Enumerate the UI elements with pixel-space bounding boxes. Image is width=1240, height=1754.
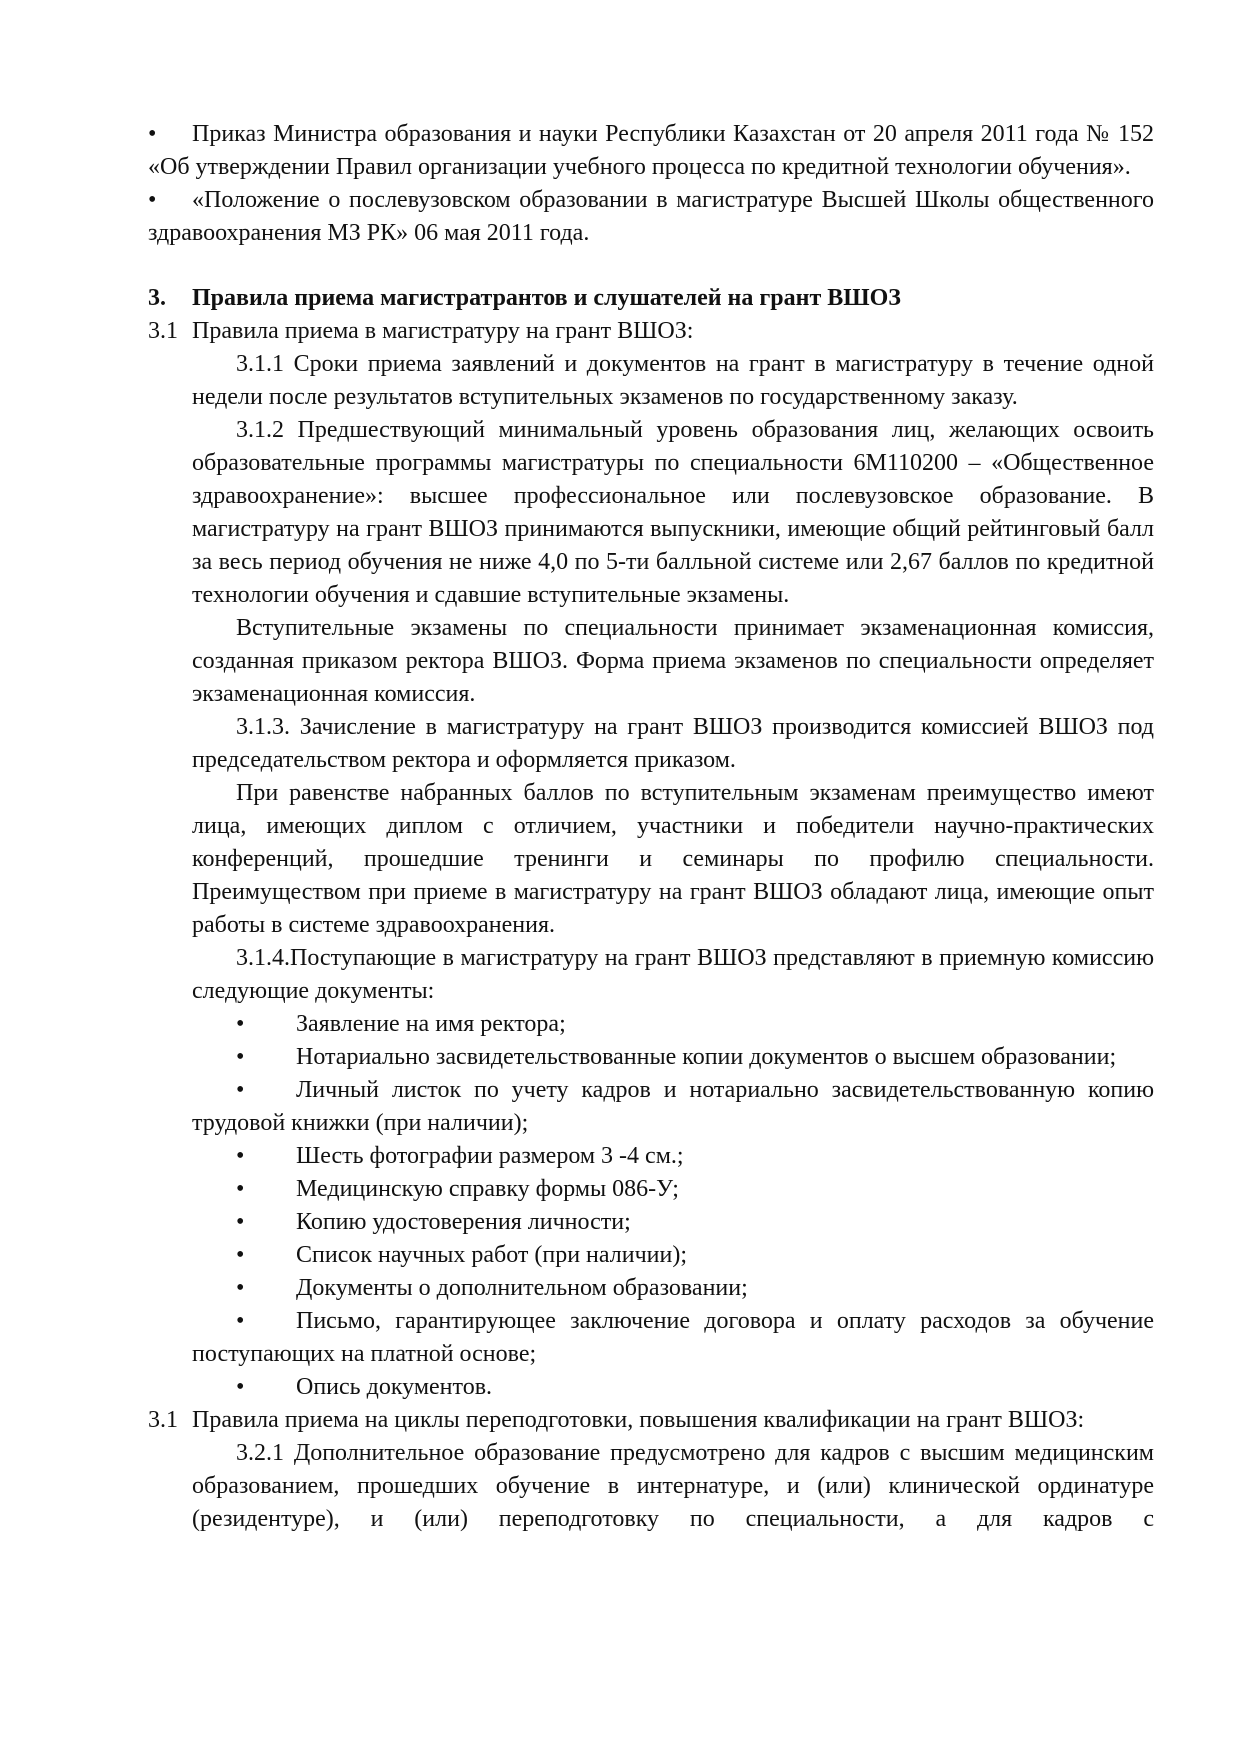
list-item-text: Шесть фотографии размером 3 -4 см.;	[296, 1143, 684, 1169]
bullet-marker: •	[236, 1209, 245, 1235]
bullet-marker: •	[236, 1143, 245, 1169]
bullet-marker: •	[236, 1308, 245, 1334]
list-item-text: Опись документов.	[296, 1374, 493, 1400]
subsection-number: 3.1	[148, 1407, 178, 1433]
bullet-marker: •	[148, 187, 157, 213]
section-heading	[148, 282, 1154, 315]
bullet-marker: •	[236, 1176, 245, 1202]
bullet-marker: •	[236, 1044, 245, 1070]
bullet-marker: •	[236, 1011, 245, 1037]
paragraph: Вступительные экзамены по специальности принимает экзаменационная комиссия, созданная приказом ректора ВШОЗ. Форма приема экзаменов по специальности определяет экзаменационная комиссия.	[192, 615, 1154, 707]
bullet-marker: •	[236, 1077, 245, 1103]
bullet-item	[148, 118, 1154, 184]
document-list-item	[192, 1305, 1154, 1371]
document-list-item	[192, 1041, 1154, 1074]
document-list-item	[192, 1008, 1154, 1041]
bullet-text: «Положение о послевузовском образовании в магистратуре Высшей Школы общественного здравоохранения МЗ РК» 06 мая 2011 года.	[148, 187, 1154, 246]
bullet-text: Приказ Министра образования и науки Республики Казахстан от 20 апреля 2011 года № 152 «Об утверждении Правил организации учебного процесса по кредитной технологии обучения».	[148, 121, 1154, 180]
subsection-body	[192, 348, 1154, 1404]
subsection-heading	[148, 1404, 1154, 1437]
subsection-heading	[148, 315, 1154, 348]
list-item-text: Копию удостоверения личности;	[296, 1209, 631, 1235]
document-list-item	[192, 1140, 1154, 1173]
list-item-text: Документы о дополнительном образовании;	[296, 1275, 748, 1301]
paragraph: 3.1.2 Предшествующий минимальный уровень образования лиц, желающих освоить образовательные программы магистратуры по специальности 6М110200 – «Общественное здравоохранение»: высшее профессиональное или послевузовское образование. В магистратуру на грант ВШОЗ принимаются выпускники, имеющие общий рейтинговый балл за весь период обучения не ниже 4,0 по 5-ти балльной системе или 2,67 баллов по кредитной технологии обучения и сдавшие вступительные экзамены.	[192, 417, 1154, 608]
list-item-text: Нотариально засвидетельствованные копии документов о высшем образовании;	[296, 1044, 1117, 1070]
subsection-number: 3.1	[148, 318, 178, 344]
document-list-item	[192, 1074, 1154, 1140]
paragraph: 3.1.4.Поступающие в магистратуру на грант ВШОЗ представляют в приемную комиссию следующие документы:	[192, 945, 1154, 1004]
list-item-text: Личный листок по учету кадров и нотариально засвидетельствованную копию трудовой книжки (при наличии);	[192, 1077, 1154, 1136]
subsection-title: Правила приема в магистратуру на грант ВШОЗ:	[192, 318, 694, 344]
list-item-text: Заявление на имя ректора;	[296, 1011, 566, 1037]
subsection-title: Правила приема на циклы переподготовки, повышения квалификации на грант ВШОЗ:	[192, 1407, 1085, 1433]
document-list-item	[192, 1272, 1154, 1305]
document-list-item	[192, 1206, 1154, 1239]
subsection-body	[192, 1437, 1154, 1536]
list-item-text: Медицинскую справку формы 086-У;	[296, 1176, 679, 1202]
document-list-item	[192, 1371, 1154, 1404]
section-title: Правила приема магистратрантов и слушателей на грант ВШОЗ	[192, 285, 901, 311]
paragraph: 3.1.1 Сроки приема заявлений и документов на грант в магистратуру в течение одной недели после результатов вступительных экзаменов по государственному заказу.	[192, 351, 1154, 410]
document-list-item	[192, 1239, 1154, 1272]
paragraph: 3.2.1 Дополнительное образование предусмотрено для кадров с высшим медицинским образованием, прошедших обучение в интернатуре, и (или) клинической ординатуре (резидентуре), и (или) переподготовку по специальности, а для кадров с	[192, 1440, 1154, 1532]
bullet-item	[148, 184, 1154, 250]
paragraph: 3.1.3. Зачисление в магистратуру на грант ВШОЗ производится комиссией ВШОЗ под председательством ректора и оформляется приказом.	[192, 714, 1154, 773]
list-item-text: Письмо, гарантирующее заключение договора и оплату расходов за обучение поступающих на платной основе;	[192, 1308, 1154, 1367]
bullet-marker: •	[236, 1275, 245, 1301]
bullet-marker: •	[148, 121, 157, 147]
paragraph: При равенстве набранных баллов по вступительным экзаменам преимущество имеют лица, имеющих диплом с отличием, участники и победители научно-практических конференций, прошедшие тренинги и семинары по профилю специальности. Преимуществом при приеме в магистратуру на грант ВШОЗ обладают лица, имеющие опыт работы в системе здравоохранения.	[192, 780, 1154, 938]
document-list-item	[192, 1173, 1154, 1206]
bullet-marker: •	[236, 1374, 245, 1400]
list-item-text: Список научных работ (при наличии);	[296, 1242, 687, 1268]
section-number: 3.	[148, 285, 166, 311]
bullet-marker: •	[236, 1242, 245, 1268]
